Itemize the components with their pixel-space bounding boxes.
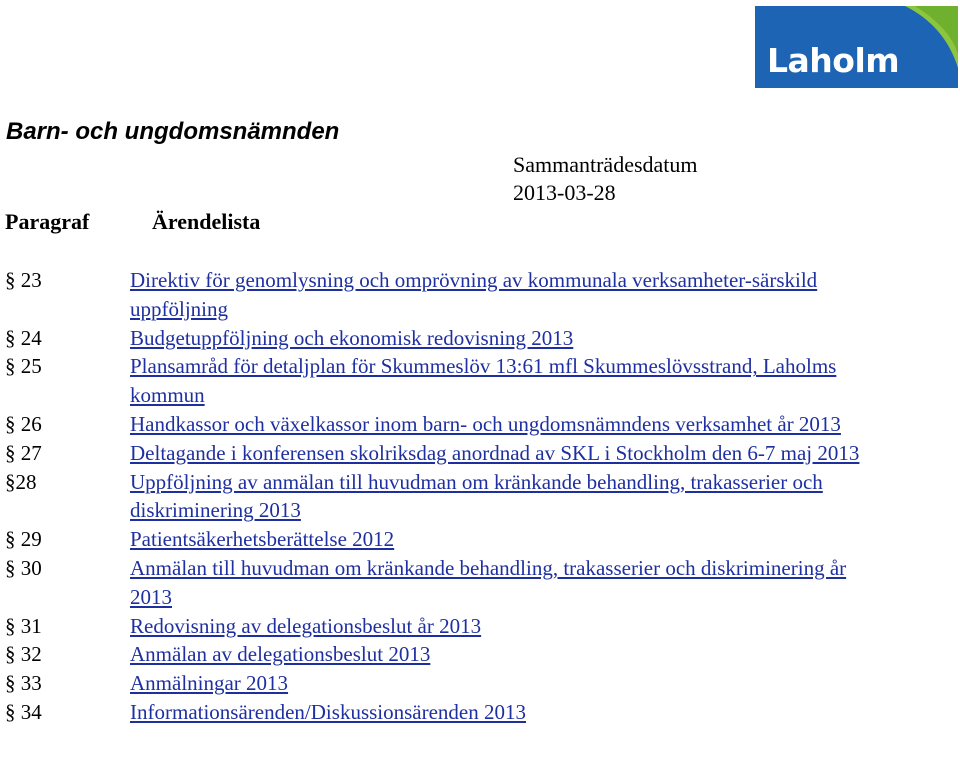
agenda-item [0, 410, 960, 439]
agenda-item [0, 698, 960, 727]
agenda-item-link[interactable]: Patientsäkerhetsberättelse 2012 [130, 527, 395, 552]
agenda-item [0, 640, 960, 669]
agenda-item [0, 439, 960, 468]
agenda-item-link[interactable]: Informationsärenden/Diskussionsärenden 2013 [130, 699, 526, 724]
agenda-item-link[interactable]: Anmälan till huvudman om kränkande behandling, trakasserier och diskriminering år 2013 [130, 555, 847, 609]
paragraph-number: § 26 [5, 411, 42, 436]
agenda-item [0, 352, 960, 410]
agenda-item-link[interactable]: Plansamråd för detaljplan för Skummeslöv 13:61 mfl Skummeslövsstrand, Laholms kommun [130, 354, 837, 408]
committee-title: Barn- och ungdomsnämnden [6, 118, 340, 145]
paragraph-number: §28 [5, 469, 37, 494]
paragraph-number: § 34 [5, 699, 42, 724]
agenda-item [0, 324, 960, 353]
agenda-item-link[interactable]: Handkassor och växelkassor inom barn- och ungdomsnämndens verksamhet år 2013 [130, 411, 841, 436]
agenda-item-link[interactable]: Direktiv för genomlysning och omprövning av kommunala verksamheter-särskild uppföljning [130, 268, 818, 321]
paragraph-number: § 30 [5, 555, 42, 580]
agenda-item-link[interactable]: Anmälan av delegationsbeslut 2013 [130, 642, 431, 667]
paragraph-number: § 27 [5, 440, 42, 465]
agenda-item-link[interactable]: Anmälningar 2013 [130, 671, 289, 696]
agenda-list [0, 266, 960, 727]
paragraph-number: § 29 [5, 527, 42, 552]
paragraph-number: § 24 [5, 325, 42, 350]
paragraph-number: § 31 [5, 613, 42, 638]
agenda-item-link[interactable]: Budgetuppföljning och ekonomisk redovisning 2013 [130, 325, 574, 350]
agenda-item [0, 468, 960, 526]
meeting-date: 2013-03-28 [513, 180, 616, 205]
paragraph-number: § 25 [5, 354, 42, 379]
paragraph-number: § 33 [5, 671, 42, 696]
agenda-item [0, 525, 960, 554]
paragraph-column-header: Paragraf [5, 209, 90, 234]
agenda-item-link[interactable]: Deltagande i konferensen skolriksdag anordnad av SKL i Stockholm den 6-7 maj 2013 [130, 440, 860, 465]
agenda-item-link[interactable]: Uppföljning av anmälan till huvudman om kränkande behandling, trakasserier och diskriminering 2013 [130, 469, 823, 523]
paragraph-number: § 23 [5, 268, 42, 292]
laholm-logo [755, 6, 958, 88]
meeting-date-label: Sammanträdesdatum [513, 152, 698, 177]
agenda-column-header: Ärendelista [152, 209, 261, 234]
agenda-item-link[interactable]: Redovisning av delegationsbeslut år 2013 [130, 613, 482, 638]
agenda-item [0, 612, 960, 641]
agenda-item [0, 266, 960, 324]
logo-text: Laholm [767, 41, 900, 80]
agenda-item [0, 554, 960, 612]
agenda-item [0, 669, 960, 698]
paragraph-number: § 32 [5, 642, 42, 667]
